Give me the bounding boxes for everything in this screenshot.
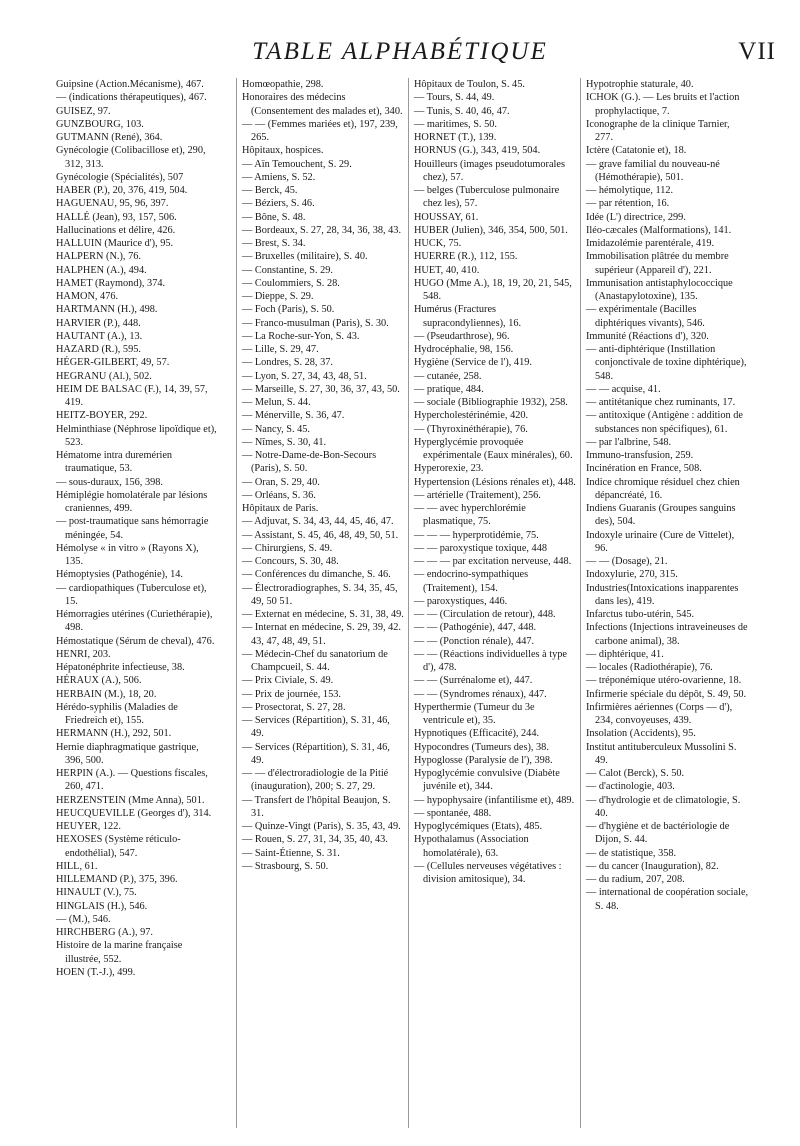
index-entry: Hépatonéphrite infectieuse, 38. (56, 662, 185, 673)
index-entry: Hypnotiques (Efficacité), 244. (414, 728, 540, 740)
index-entry: Indoxyle urinaire (Cure de Vittelet), 96. (586, 529, 735, 554)
index-entry: HUERRE (R.), 112, 155. (414, 251, 518, 263)
index-entry: HUET, 40, 410. (414, 264, 480, 276)
index-entry: Gynécologie (Colibacillose et), 290, 312, 313. (56, 145, 206, 170)
index-entry: Gynécologie (Spécialités), 507 (56, 171, 184, 183)
index-entry: Indoxylurie, 270, 315. (586, 569, 678, 581)
index-entry: — — (Circulation de retour), 448. (414, 609, 556, 620)
index-entry: HALPHEN (A.), 494. (56, 264, 147, 276)
index-entry: — cutanée, 258. (414, 370, 482, 382)
index-entry: Hydrocéphalie, 98, 156. (414, 344, 514, 355)
index-entry: HABER (P.), 20, 376, 419, 504. (56, 185, 188, 196)
index-entry: HUGO (Mme A.), 18, 19, 20, 21, 545, 548. (414, 277, 572, 302)
index-entry: — (Cellules nerveuses végétatives : division amitosique), 34. (414, 860, 562, 885)
index-entry: HERZENSTEIN (Mme Anna), 501. (56, 794, 205, 806)
index-entry: — — (Ponction rénale), 447. (414, 635, 535, 647)
index-entry: Hernie diaphragmatique gastrique, 396, 500. (56, 741, 199, 766)
index-entry: — Foch (Paris), S. 50. (242, 304, 335, 316)
index-entry: HALLÉ (Jean), 93, 157, 506. (56, 211, 177, 223)
index-entry: Indiens Guaranis (Groupes sanguins des), 504. (586, 503, 736, 528)
index-entry: HORNUS (G.), 343, 419, 504. (414, 145, 541, 157)
index-entry: — Bône, S. 48. (242, 211, 306, 223)
index-entry: HERBAIN (M.), 18, 20. (56, 688, 157, 700)
index-entry: — cardiopathiques (Tuberculose et), 15. (56, 582, 207, 607)
page-title: TABLE ALPHABÉTIQUE (252, 38, 548, 65)
index-entry: HALPERN (N.), 76. (56, 251, 141, 263)
index-entry: — par l'albrine, 548. (586, 436, 672, 448)
index-entry: — Constantine, S. 29. (242, 264, 333, 276)
index-entry: — Services (Répartition), S. 31, 46, 49. (242, 715, 390, 740)
index-entry: HUCK, 75. (414, 238, 462, 249)
index-entry: Infirmerie spéciale du dépôt, S. 49, 50. (586, 688, 747, 700)
index-entry: — belges (Tuberculose pulmonaire chez les), 57. (414, 185, 560, 210)
index-entry: — d'hydrologie et de climatologie, S. 40. (586, 794, 741, 819)
index-entry: — Béziers, S. 46. (242, 198, 315, 210)
index-entry: — Amiens, S. 52. (242, 171, 316, 183)
index-entry: HAUTANT (A.), 13. (56, 330, 143, 342)
index-entry: HILLEMAND (P.), 375, 396. (56, 874, 178, 885)
index-column-3 (408, 78, 577, 1128)
index-entry: — — acquise, 41. (586, 383, 661, 395)
index-entry: HOUSSAY, 61. (414, 211, 479, 223)
index-entry: — Lille, S. 29, 47. (242, 344, 319, 355)
index-entry: HAMET (Raymond), 374. (56, 277, 166, 289)
index-entry: Immunité (Réactions d'), 320. (586, 330, 709, 342)
index-entry: HAGUENAU, 95, 96, 397. (56, 198, 169, 210)
index-entry: — — avec hyperchlorémie plasmatique, 75. (414, 503, 526, 528)
index-entry: — hypophysaire (infantilisme et), 489. (414, 794, 575, 806)
index-entry: — grave familial du nouveau-né (Hémothérapie), 501. (586, 158, 720, 183)
index-entry: HINGLAIS (H.), 546. (56, 900, 148, 912)
index-entry: — Concours, S. 30, 48. (242, 556, 339, 567)
index-entry: — d'actinologie, 403. (586, 781, 675, 793)
index-columns (56, 78, 770, 1128)
index-entry: — artérielle (Traitement), 256. (414, 489, 541, 501)
index-entry: — locales (Radiothérapie), 76. (586, 662, 713, 673)
index-entry: Hôpitaux, hospices. (242, 145, 324, 157)
index-entry: HORNET (T.), 139. (414, 132, 497, 143)
index-entry: — Calot (Berck), S. 50. (586, 768, 685, 779)
index-entry: — maritimes, S. 50. (414, 118, 497, 130)
index-column-2 (236, 78, 405, 1128)
index-entry: HÉGER-GILBERT, 49, 57. (56, 357, 170, 369)
index-entry: ICHOK (G.). — Les bruits et l'action prophylactique, 7. (586, 92, 740, 117)
index-entry: — Nîmes, S. 30, 41. (242, 436, 327, 448)
index-entry: GUTMANN (René), 364. (56, 132, 163, 143)
index-entry: — Notre-Dame-de-Bon-Secours (Paris), S. 50. (242, 450, 377, 475)
index-entry: Hémolyse « in vitro » (Rayons X), 135. (56, 542, 199, 567)
index-entry: — du radium, 207, 208. (586, 874, 685, 885)
index-entry: — Dieppe, S. 29. (242, 291, 314, 302)
index-entry: — post-traumatique sans hémorragie méningée, 54. (56, 516, 209, 541)
index-column-1 (56, 78, 219, 1128)
index-entry: HOEN (T.-J.), 499. (56, 966, 136, 978)
index-entry: Incinération en France, 508. (586, 463, 702, 475)
index-entry: Hyperorexie, 23. (414, 463, 484, 475)
index-entry: HAMON, 476. (56, 291, 119, 302)
index-entry: — antitoxique (Antigène : addition de substances non spécifiques), 61. (586, 410, 743, 435)
index-entry: HEITZ-BOYER, 292. (56, 410, 148, 422)
index-entry: — Oran, S. 29, 40. (242, 476, 320, 488)
index-entry: Infirmières aériennes (Corps — d'), 234, convoyeuses, 439. (586, 701, 733, 726)
index-entry: — Saint-Étienne, S. 31. (242, 847, 340, 859)
index-entry: Insolation (Accidents), 95. (586, 728, 696, 740)
index-entry: — endocrino-sympathiques (Traitement), 154. (414, 569, 529, 594)
index-entry: Iléo-cæcales (Malformations), 141. (586, 224, 732, 236)
index-entry: Hémoptysies (Pathogénie), 14. (56, 569, 183, 581)
index-entry: — Melun, S. 44. (242, 397, 311, 408)
index-entry: Hémiplégie homolatérale par lésions craniennes, 499. (56, 489, 208, 514)
index-entry: — Ménerville, S. 36, 47. (242, 410, 345, 422)
index-entry: Honoraires des médecins (Consentement des malades et), 340. (242, 92, 403, 117)
index-entry: Hyperglycémie provoquée expérimentale (Eaux minérales), 60. (414, 436, 573, 461)
index-entry: — — (Dosage), 21. (586, 556, 668, 567)
index-entry: Guipsine (Action.Mécanisme), 467. (56, 79, 204, 90)
index-entry: — — — hyperprotidémie, 75. (414, 529, 539, 541)
index-entry: HENRI, 203. (56, 648, 111, 660)
page-header (0, 38, 800, 72)
index-entry: — (indications thérapeutiques), 467. (56, 92, 207, 104)
index-entry: — Marseille, S. 27, 30, 36, 37, 43, 50. (242, 383, 400, 395)
index-entry: Hallucinations et délire, 426. (56, 224, 176, 236)
index-entry: — Aïn Temouchent, S. 29. (242, 158, 352, 170)
index-entry: — Services (Répartition), S. 31, 46, 49. (242, 741, 390, 766)
index-entry: HEUYER, 122. (56, 821, 121, 832)
index-entry: — tréponémique utéro-ovarienne, 18. (586, 675, 742, 687)
index-entry: — Bordeaux, S. 27, 28, 34, 36, 38, 43. (242, 224, 402, 236)
index-entry: — du cancer (Inauguration), 82. (586, 860, 719, 872)
index-entry: Ictère (Catatonie et), 18. (586, 145, 687, 157)
index-entry: — Assistant, S. 45, 46, 48, 49, 50, 51. (242, 529, 399, 541)
index-entry: — paroxystiques, 446. (414, 595, 508, 607)
index-entry: HERMANN (H.), 292, 501. (56, 728, 172, 740)
index-entry: Immobilisation plâtrée du membre supérieur (Appareil d'), 221. (586, 251, 729, 276)
index-entry: Idée (L') directrice, 299. (586, 211, 686, 223)
index-entry: — Berck, 45. (242, 185, 298, 196)
index-entry: Helminthiase (Néphrose lipoïdique et), 523. (56, 423, 217, 448)
index-entry: Immuno-transfusion, 259. (586, 450, 694, 461)
index-entry: Histoire de la marine française illustrée, 552. (56, 940, 183, 965)
index-entry: HEUCQUEVILLE (Georges d'), 314. (56, 807, 212, 819)
index-entry: Hypertension (Lésions rénales et), 448. (414, 476, 576, 488)
index-entry: — sociale (Bibliographie 1932), 258. (414, 397, 568, 408)
index-entry: — — (Réactions individuelles à type d'), 478. (414, 648, 567, 673)
index-entry: — d'hygiène et de bactériologie de Dijon, S. 44. (586, 821, 730, 846)
index-entry: — Internat en médecine, S. 29, 39, 42. 43, 47, 48, 49, 51. (242, 622, 401, 647)
index-entry: — Brest, S. 34. (242, 238, 306, 249)
index-entry: — — (Femmes mariées et), 197, 239, 265. (242, 118, 398, 143)
index-entry: — Prix de journée, 153. (242, 688, 341, 700)
index-entry: — Tours, S. 44, 49. (414, 92, 495, 104)
index-entry: Hémorragies utérines (Curiethérapie), 498. (56, 609, 213, 634)
index-entry: Hypercholestérinémie, 420. (414, 410, 529, 422)
index-entry: — Rouen, S. 27, 31, 34, 35, 40, 43. (242, 834, 388, 846)
index-entry: — La Roche-sur-Yon, S. 43. (242, 330, 360, 342)
index-entry: — Franco-musulman (Paris), S. 30. (242, 317, 389, 329)
index-entry: HARTMANN (H.), 498. (56, 304, 158, 316)
index-entry: — Strasbourg, S. 50. (242, 860, 329, 872)
index-entry: GUISEZ, 97. (56, 105, 111, 117)
index-entry: — Quinze-Vingt (Paris), S. 35, 43, 49. (242, 821, 401, 832)
index-entry: — par rétention, 16. (586, 198, 670, 210)
index-entry: — Électroradiographes, S. 34, 35, 45, 49, 50 51. (242, 582, 398, 607)
index-entry: — Adjuvat, S. 34, 43, 44, 45, 46, 47. (242, 516, 394, 528)
index-entry: — Coulommiers, S. 28. (242, 277, 340, 289)
index-entry: — diphtérique, 41. (586, 648, 664, 660)
index-entry: — (Thyroxinéthérapie), 76. (414, 423, 528, 435)
index-entry: HINAULT (V.), 75. (56, 887, 137, 899)
index-entry: Hypocondres (Tumeurs des), 38. (414, 741, 549, 753)
index-entry: HERPIN (A.). — Questions fiscales, 260, 471. (56, 768, 208, 793)
index-entry: Indice chromique résiduel chez chien dépancréaté, 16. (586, 476, 740, 501)
index-entry: Infections (Injections intraveineuses de carbone animal), 38. (586, 622, 748, 647)
index-entry: Hématome intra duremérien traumatique, 53. (56, 450, 173, 475)
index-entry: Humérus (Fractures supracondyliennes), 16. (414, 304, 522, 329)
index-entry: — — paroxystique toxique, 448 (414, 542, 547, 554)
index-entry: HARVIER (P.), 448. (56, 317, 141, 329)
index-entry: Hémostatique (Sérum de cheval), 476. (56, 635, 215, 647)
index-entry: — — d'électroradiologie de la Pitié (inauguration), 200; S. 27, 29. (242, 768, 389, 793)
index-entry: Hyperthermie (Tumeur du 3e ventricule et), 35. (414, 701, 535, 726)
index-entry: Hypoglycémiques (Etats), 485. (414, 821, 543, 832)
index-entry: Houilleurs (images pseudotumorales chez), 57. (414, 158, 565, 183)
index-entry: — Conférences du dimanche, S. 46. (242, 569, 391, 581)
index-entry: — Nancy, S. 45. (242, 423, 310, 435)
index-entry: Homœopathie, 298. (242, 79, 324, 90)
index-entry: Infarctus tubo-utérin, 545. (586, 609, 695, 620)
index-entry: — Externat en médecine, S. 31, 38, 49. (242, 609, 404, 620)
index-entry: — de statistique, 358. (586, 847, 677, 859)
index-entry: — Lyon, S. 27, 34, 43, 48, 51. (242, 370, 367, 382)
index-entry: — — (Surrénalome et), 447. (414, 675, 533, 687)
index-entry: HAZARD (R.), 595. (56, 344, 141, 355)
index-entry: Institut antituberculeux Mussolini S. 49. (586, 741, 737, 766)
index-entry: — Transfert de l'hôpital Beaujon, S. 31. (242, 794, 391, 819)
index-entry: HEXOSES (Système réticulo-endothélial), 547. (56, 834, 181, 859)
index-entry: HIRCHBERG (A.), 97. (56, 927, 153, 938)
index-entry: Hypothalamus (Association homolatérale), 63. (414, 834, 529, 859)
index-entry: Hypotrophie staturale, 40. (586, 79, 694, 90)
index-entry: — — (Pathogénie), 447, 448. (414, 622, 537, 634)
index-entry: Hypoglycémie convulsive (Diabète juvénile et), 344. (414, 768, 560, 793)
index-entry: — spontanée, 488. (414, 807, 492, 819)
index-entry: — pratique, 484. (414, 383, 484, 395)
index-entry: — Prix Civiale, S. 49. (242, 675, 334, 687)
index-entry: HILL, 61. (56, 860, 98, 872)
index-entry: Hôpitaux de Toulon, S. 45. (414, 79, 525, 90)
index-entry: — Prosectorat, S. 27, 28. (242, 701, 346, 713)
index-entry: — antitétanique chez ruminants, 17. (586, 397, 736, 408)
index-entry: HEGRANU (Al.), 502. (56, 370, 152, 382)
index-entry: HUBER (Julien), 346, 354, 500, 501. (414, 224, 568, 236)
index-entry: — Bruxelles (militaire), S. 40. (242, 251, 368, 263)
index-entry: HÉRAUX (A.), 506. (56, 675, 142, 687)
index-entry: — sous-duraux, 156, 398. (56, 476, 163, 488)
index-entry: — hémolytique, 112. (586, 185, 674, 196)
index-entry: Imidazolémie parentérale, 419. (586, 238, 715, 249)
index-entry: HEIM DE BALSAC (F.), 14, 39, 57, 419. (56, 383, 208, 408)
index-entry: — expérimentale (Bacilles diphtériques vivants), 546. (586, 304, 705, 329)
index-entry: Immunisation antistaphylococcique (Anastapylotoxine), 135. (586, 277, 733, 302)
index-entry: Hôpitaux de Paris. (242, 503, 319, 514)
index-entry: — (M.), 546. (56, 913, 111, 925)
index-entry: — anti-diphtérique (Instillation conjonctivale de toxine diphtérique), 548. (586, 344, 747, 382)
index-entry: HALLUIN (Maurice d'), 95. (56, 238, 174, 249)
index-entry: — Médecin-Chef du sanatorium de Champcueil, S. 44. (242, 648, 388, 673)
index-entry: — Orléans, S. 36. (242, 489, 316, 501)
index-entry: Hérédo-syphilis (Maladies de Friedreich et), 155. (56, 701, 178, 726)
index-entry: Iconographe de la clinique Tarnier, 277. (586, 118, 730, 143)
index-entry: — — (Syndromes rénaux), 447. (414, 688, 547, 700)
index-entry: — — — par excitation nerveuse, 448. (414, 556, 572, 567)
index-entry: Hypoglosse (Paralysie de l'), 398. (414, 754, 553, 766)
index-entry: — Londres, S. 28, 37. (242, 357, 333, 369)
index-entry: — Chirurgiens, S. 49. (242, 542, 333, 554)
page-number: VII (738, 38, 776, 65)
index-entry: — Tunis, S. 40, 46, 47. (414, 105, 510, 117)
index-entry: GUNZBOURG, 103. (56, 118, 144, 130)
index-entry: — international de coopération sociale, S. 48. (586, 887, 749, 912)
index-entry: Industries(Intoxications inapparentes dans les), 419. (586, 582, 739, 607)
index-entry: — (Pseudarthrose), 96. (414, 330, 510, 342)
index-entry: Hygiène (Service de l'), 419. (414, 357, 532, 369)
index-column-4 (580, 78, 749, 1128)
